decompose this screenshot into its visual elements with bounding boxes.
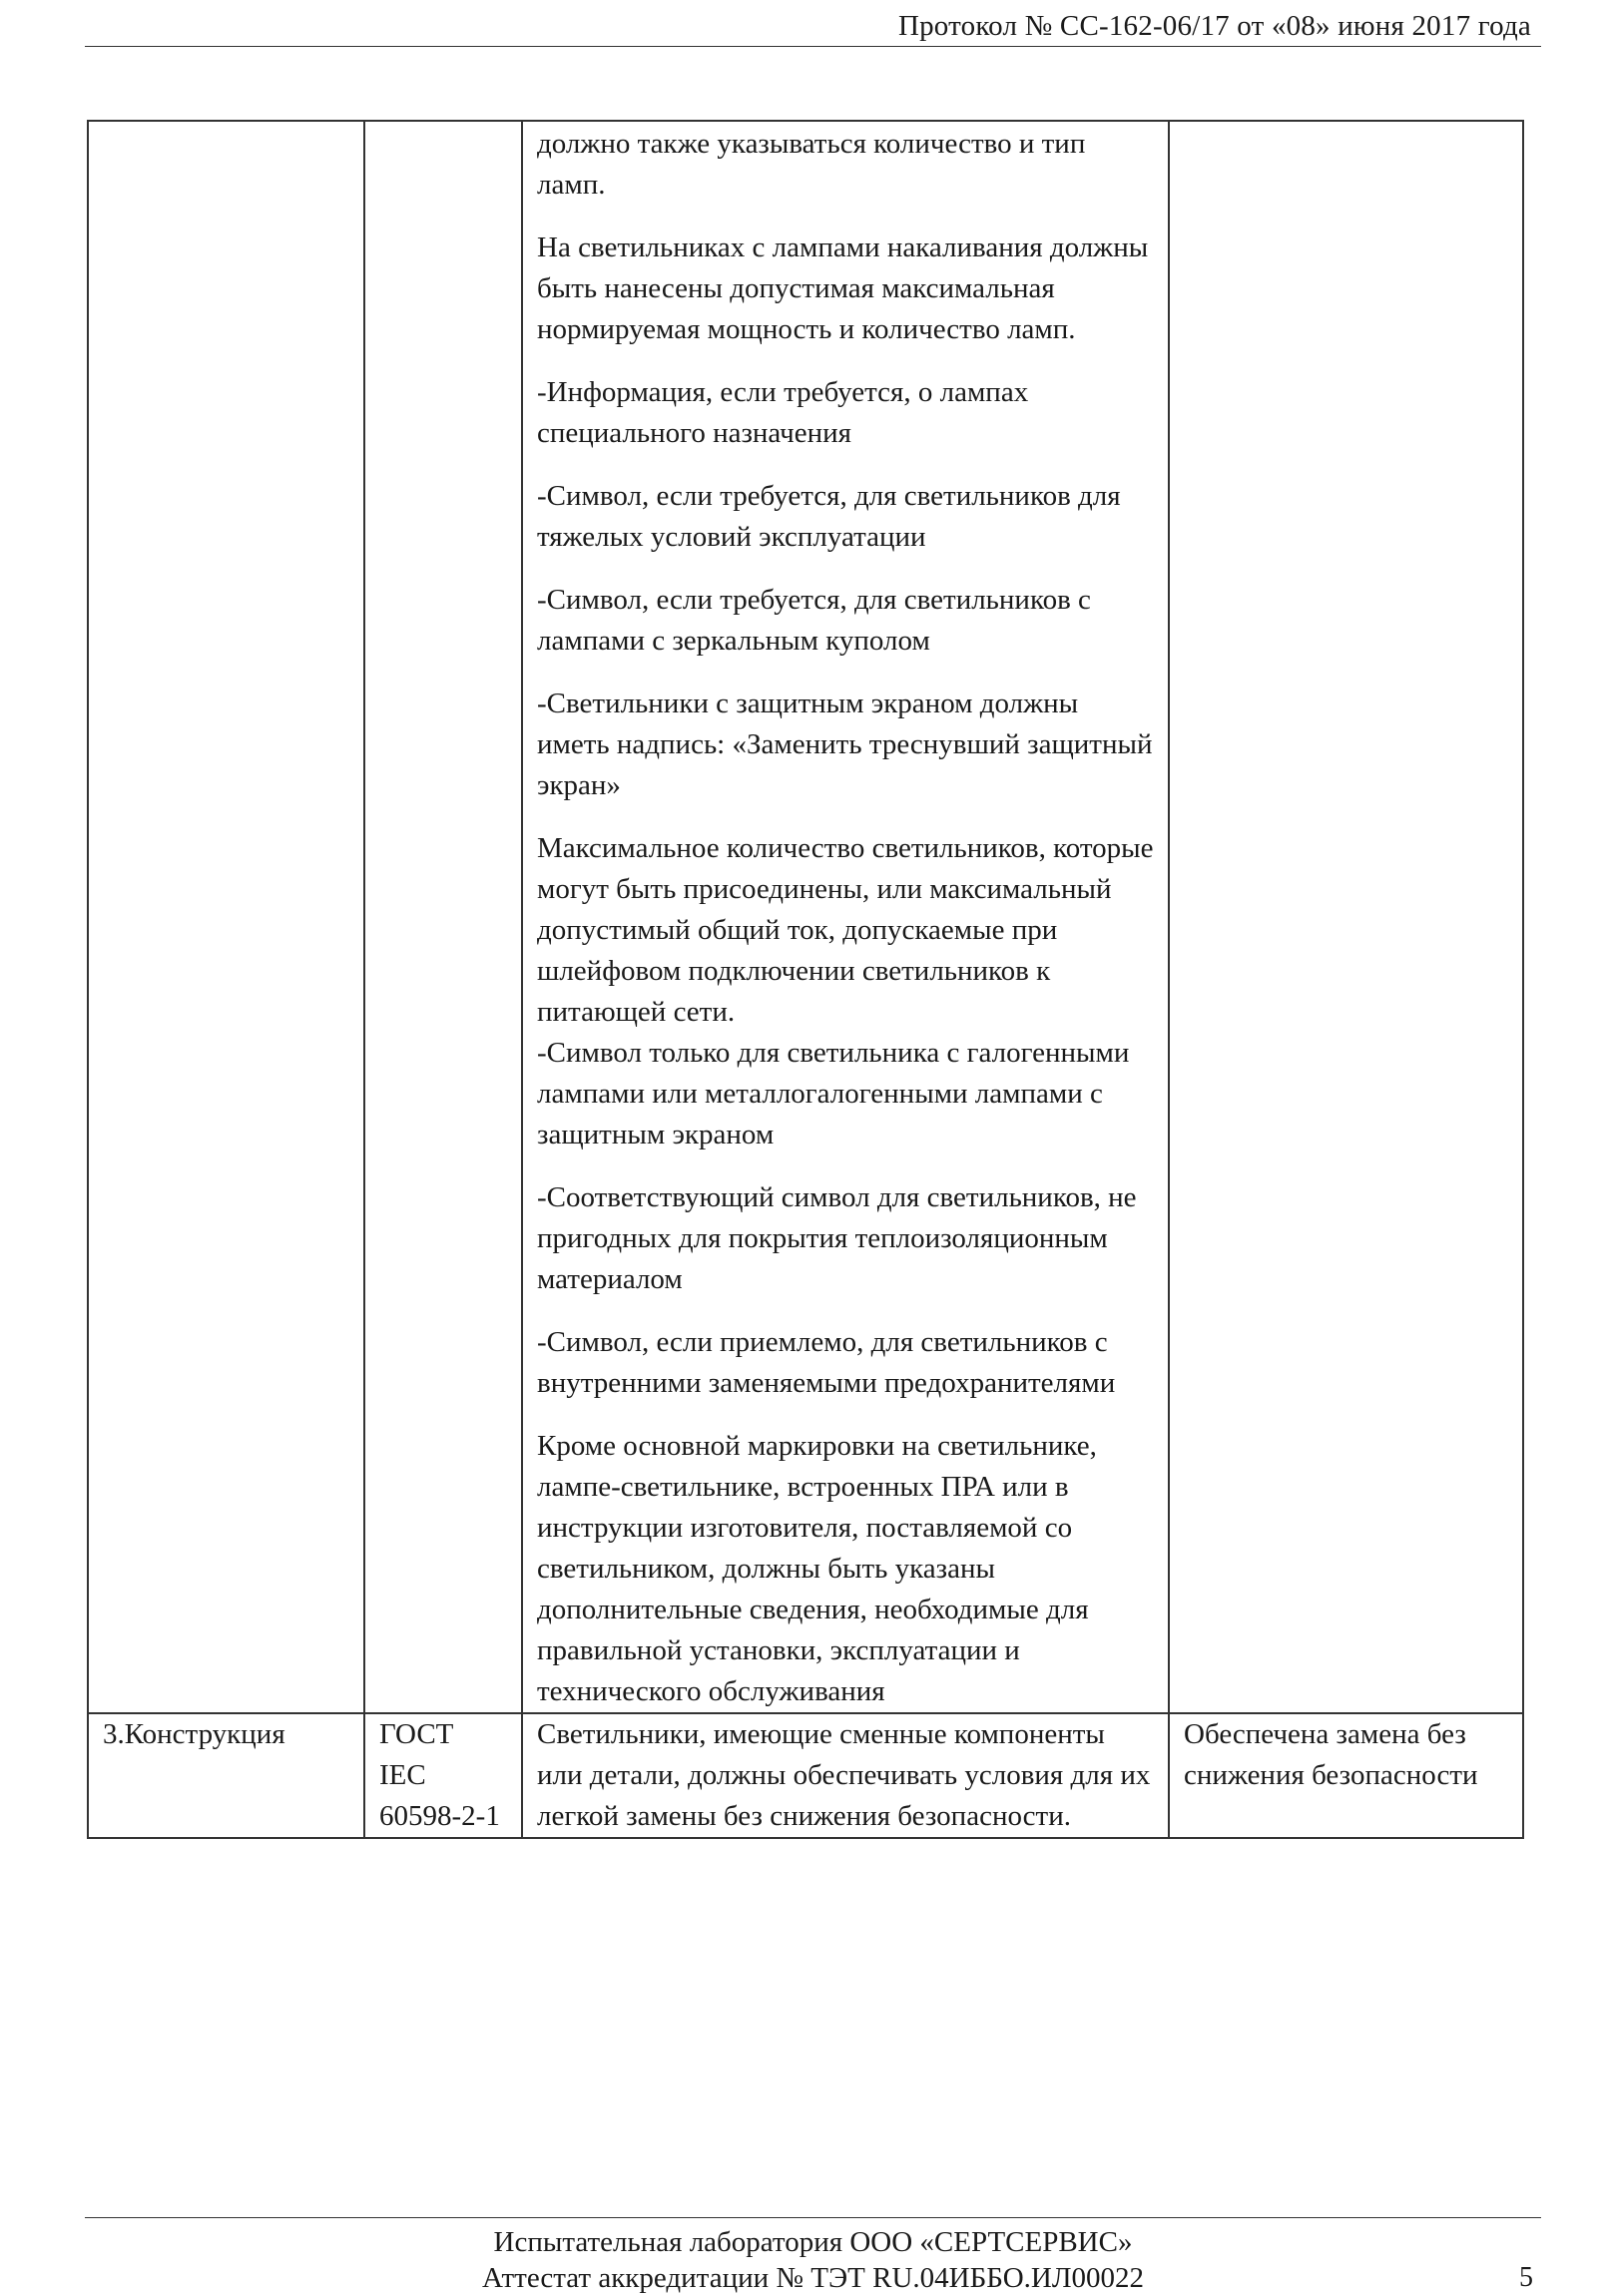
requirement-paragraph: Кроме основной маркировки на светильнике, лампе-светильнике, встроенных ПРА или в инструкции изготовителя, поставляемой со светильником, должны быть указаны дополнительные сведения, необходимые для правильной установки, эксплуатации и технического обслуживания (537, 1430, 1097, 1707)
standard-cell (364, 121, 522, 1713)
requirement-paragraph: Максимальное количество светильников, которые могут быть присоединены, или максимальный допустимый общий ток, допускаемые при шлейфовом подключении светильников к питающей сети. (537, 832, 1154, 1028)
result-cell: Обеспечена замена без снижения безопасности (1169, 1713, 1523, 1838)
requirement-paragraph: -Информация, если требуется, о лампах специального назначения (537, 376, 1029, 449)
accreditation-number: Аттестат аккредитации № ТЭТ RU.04ИББО.ИЛ00022 (481, 2262, 1145, 2294)
table-row (88, 121, 1523, 1713)
requirement-paragraph: -Соответствующий символ для светильников, не пригодных для покрытия теплоизоляционным материалом (537, 1181, 1137, 1295)
lab-name: Испытательная лаборатория ООО «СЕРТСЕРВИС» (493, 2226, 1133, 2258)
requirement-paragraph: -Символ только для светильника с галогенными лампами или металлогалогенными лампами с защитным экраном (537, 1037, 1130, 1150)
requirement-paragraph: -Светильники с защитным экраном должны иметь надпись: «Заменить треснувший защитный экран» (537, 688, 1153, 801)
test-results-table (87, 120, 1524, 1839)
page-footer (85, 2217, 1541, 2294)
result-cell (1169, 121, 1523, 1713)
page-number: 5 (1519, 2262, 1533, 2293)
test-name-cell: 3.Конструкция (88, 1713, 364, 1838)
standard-cell: ГОСТ IEC 60598-2-1 (364, 1713, 522, 1838)
requirement-paragraph: -Символ, если требуется, для светильников для тяжелых условий эксплуатации (537, 480, 1121, 553)
requirement-cell: Светильники, имеющие сменные компоненты или детали, должны обеспечивать условия для их легкой замены без снижения безопасности. (522, 1713, 1169, 1838)
requirement-paragraph: На светильниках с лампами накаливания должны быть нанесены допустимая максимальная нормируемая мощность и количество ламп. (537, 231, 1149, 345)
requirement-paragraph: -Символ, если требуется, для светильников с лампами с зеркальным куполом (537, 584, 1091, 657)
requirement-paragraph: должно также указываться количество и тип ламп. (537, 128, 1086, 201)
page-header (85, 0, 1541, 47)
protocol-title: Протокол № СС-162-06/17 от «08» июня 2017 года (897, 10, 1531, 42)
test-name-cell (88, 121, 364, 1713)
requirement-paragraph: -Символ, если приемлемо, для светильников с внутренними заменяемыми предохранителями (537, 1326, 1116, 1399)
footer-text (85, 2224, 1541, 2296)
table-row (88, 1713, 1523, 1838)
requirement-cell (522, 121, 1169, 1713)
